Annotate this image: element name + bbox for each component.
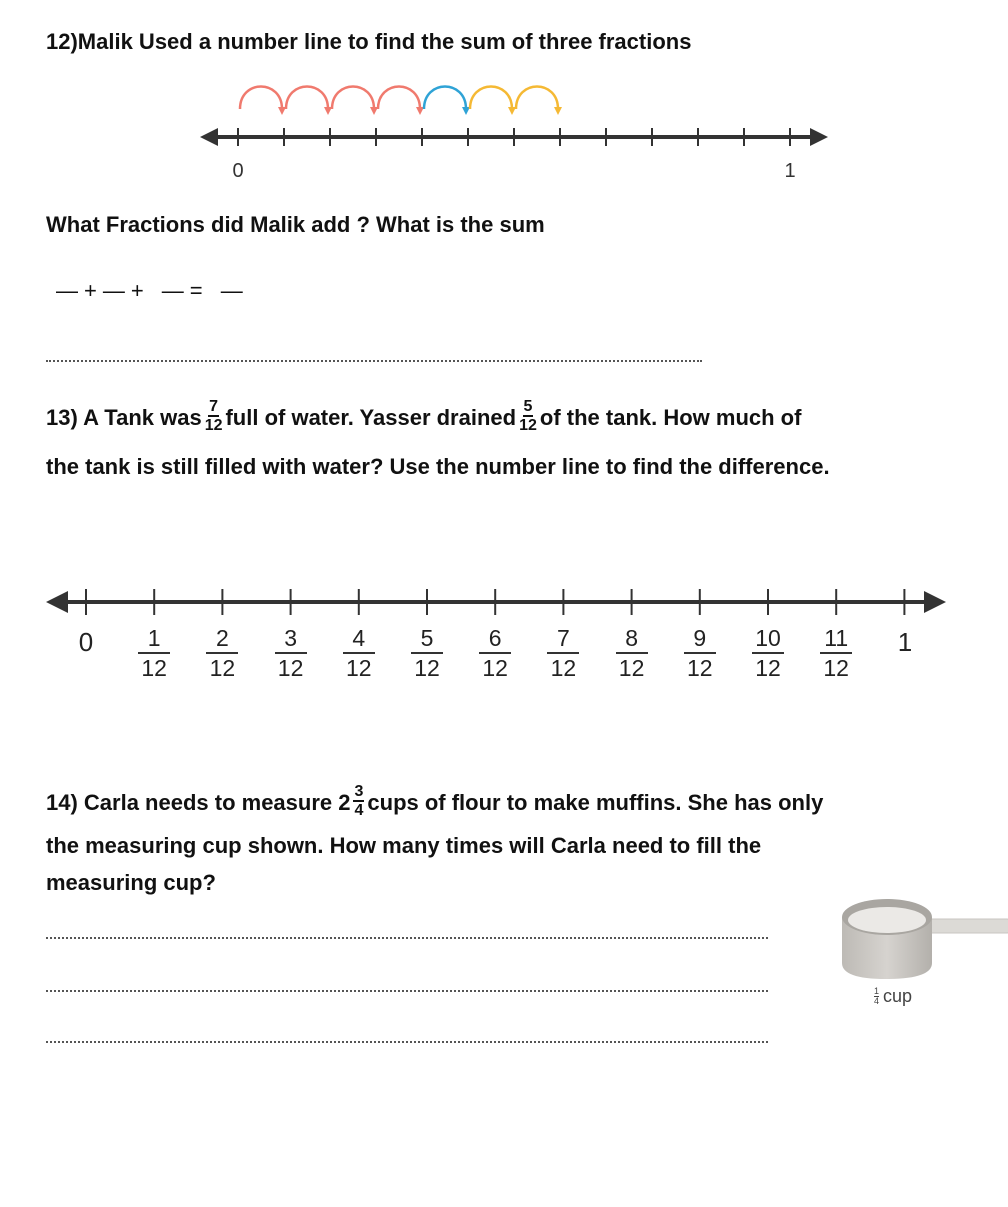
q13-label-start: 0 bbox=[78, 627, 94, 657]
q13-tick-label-num: 2 bbox=[206, 624, 238, 654]
q13-tick-label bbox=[271, 624, 311, 682]
q13-tick-label-den: 12 bbox=[346, 655, 372, 681]
q13-frac1-den: 12 bbox=[204, 417, 223, 434]
q12-jump-arc bbox=[470, 87, 512, 110]
q13-tick-label-den: 12 bbox=[823, 655, 849, 681]
q14-answer-line-1[interactable] bbox=[46, 937, 768, 939]
q12-answer-line[interactable] bbox=[46, 360, 702, 362]
q12-arrow-right bbox=[810, 128, 828, 146]
cup-handle bbox=[926, 919, 1008, 933]
q14-text-b: cups of flour to make muffins. She has only bbox=[367, 790, 824, 815]
q12-jump-arc bbox=[516, 87, 558, 110]
q13-fraction-5-12 bbox=[519, 398, 537, 434]
q12-jump-arc bbox=[332, 87, 374, 110]
q13-tick-label-den: 12 bbox=[618, 655, 645, 681]
q12-arrow-left bbox=[200, 128, 218, 146]
q13-label-end: 1 bbox=[897, 627, 913, 657]
q13-arrow-right bbox=[924, 591, 946, 613]
q13-tick-label-num: 6 bbox=[479, 624, 511, 654]
q13-tick-label bbox=[748, 624, 788, 682]
q13-tick-label-num: 3 bbox=[275, 624, 307, 654]
q12-jump-arc bbox=[378, 87, 420, 110]
q13-tick-label-den: 12 bbox=[687, 655, 713, 681]
q14-line2: the measuring cup shown. How many times will Carla need to fill the bbox=[46, 833, 762, 858]
q12-jump-arc bbox=[240, 87, 282, 110]
q13-frac1-num: 7 bbox=[209, 398, 219, 415]
q13-tick-label bbox=[134, 624, 174, 682]
cup-fraction bbox=[874, 987, 879, 1006]
q13-text-c: of the tank. How much of bbox=[539, 405, 802, 430]
q13-frac2-num: 5 bbox=[523, 398, 533, 415]
q13-tick-label bbox=[407, 624, 447, 682]
q13-fraction-7-12 bbox=[205, 398, 223, 434]
q12-title: 12)Malik Used a number line to find the sum of three fractions bbox=[46, 29, 692, 54]
q14-frac-den: 4 bbox=[354, 802, 364, 819]
q12-answer-template[interactable]: —+—+ —= — bbox=[56, 278, 249, 303]
q14-frac-num: 3 bbox=[354, 783, 364, 800]
q14-line1 bbox=[46, 785, 823, 821]
q13-tick-label bbox=[816, 624, 856, 682]
cup-label bbox=[874, 986, 912, 1007]
q14-line3: measuring cup? bbox=[46, 870, 216, 895]
q13-arrow-left bbox=[46, 591, 68, 613]
q13-tick-label-num: 9 bbox=[684, 624, 716, 654]
q13-line2: the tank is still filled with water? Use the number line to find the difference. bbox=[46, 454, 830, 479]
q13-tick-label-den: 12 bbox=[414, 655, 440, 681]
measuring-cup-icon bbox=[836, 893, 1008, 985]
q13-tick-label-den: 12 bbox=[482, 655, 508, 681]
q12-label-start: 0 bbox=[232, 160, 244, 182]
q13-tick-label bbox=[612, 624, 652, 682]
q14-fraction-3-4 bbox=[353, 783, 364, 819]
q13-number-line bbox=[44, 584, 948, 628]
q13-tick-label-num: 10 bbox=[752, 624, 784, 654]
q13-tick-label-den: 12 bbox=[550, 655, 577, 681]
q13-tick-label-num: 11 bbox=[820, 624, 852, 654]
q13-tick-label bbox=[202, 624, 242, 682]
q13-tick-label-den: 12 bbox=[209, 655, 236, 681]
q13-text-b: full of water. Yasser drained bbox=[225, 405, 517, 430]
q13-frac2-den: 12 bbox=[519, 417, 537, 434]
q14-answer-line-2[interactable] bbox=[46, 990, 768, 992]
q13-tick-label-num: 8 bbox=[616, 624, 648, 654]
q13-tick-label-num: 4 bbox=[343, 624, 375, 654]
q13-tick-label bbox=[680, 624, 720, 682]
q12-jump-arrowhead bbox=[554, 107, 562, 115]
cup-unit: cup bbox=[883, 986, 913, 1006]
q13-tick-label-den: 12 bbox=[141, 655, 167, 681]
q13-tick-label-num: 1 bbox=[138, 624, 170, 654]
cup-frac-den: 4 bbox=[874, 996, 880, 1006]
q12-number-line bbox=[200, 76, 840, 186]
q13-tick-label-den: 12 bbox=[755, 655, 781, 681]
q12-label-end: 1 bbox=[784, 160, 796, 182]
q13-tick-label-num: 7 bbox=[547, 624, 579, 654]
q13-tick-label bbox=[475, 624, 515, 682]
q13-text-a: 13) A Tank was bbox=[46, 405, 202, 430]
cup-inside bbox=[848, 907, 926, 933]
q12-question: What Fractions did Malik add ? What is the sum bbox=[46, 212, 545, 237]
q13-line1 bbox=[46, 400, 801, 436]
q12-jump-arc bbox=[286, 87, 328, 110]
q13-tick-label-den: 12 bbox=[277, 655, 304, 681]
q13-tick-label bbox=[543, 624, 583, 682]
cup-frac-num: 1 bbox=[874, 986, 880, 996]
q14-text-a: 14) Carla needs to measure 2 bbox=[46, 790, 351, 815]
q13-tick-label bbox=[339, 624, 379, 682]
q13-tick-label-num: 5 bbox=[411, 624, 443, 654]
q14-answer-line-3[interactable] bbox=[46, 1041, 768, 1043]
q12-jump-arc bbox=[424, 87, 466, 110]
